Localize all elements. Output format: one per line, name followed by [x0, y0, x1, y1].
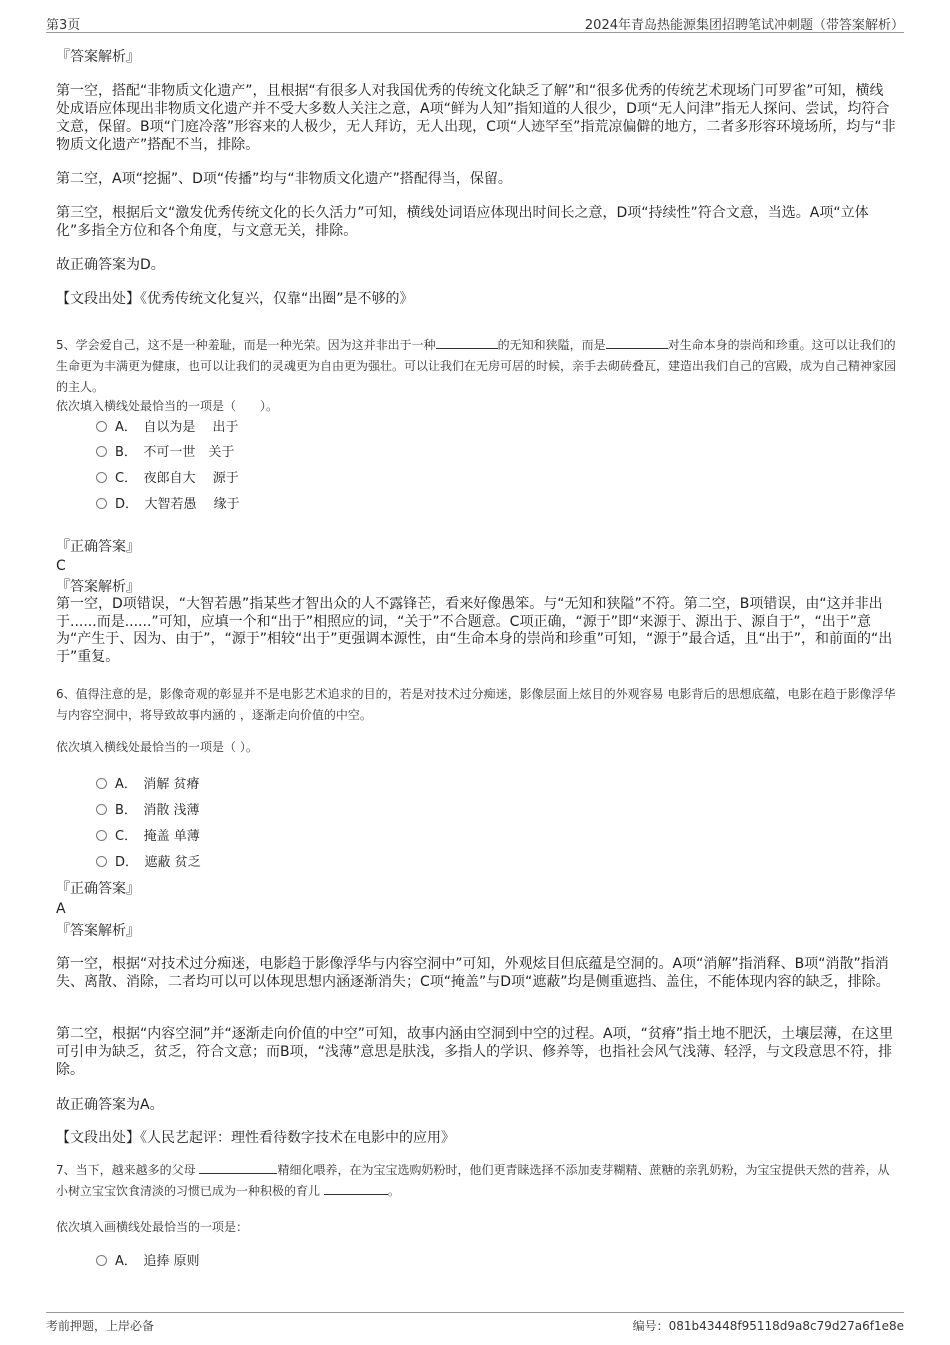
q7-prompt: 依次填入画横线处最恰当的一项是： — [56, 1220, 249, 1234]
radio-icon[interactable] — [96, 472, 107, 483]
q6-option-d[interactable]: D． 遮蔽 贫乏 — [96, 853, 201, 873]
q6-analysis-label: 『答案解析』 — [56, 923, 140, 939]
footer-slogan: 考前押题，上岸必备 — [46, 1319, 155, 1333]
radio-icon[interactable] — [96, 446, 107, 457]
radio-icon[interactable] — [96, 498, 107, 509]
q5-blank-2 — [606, 336, 668, 349]
q4-analysis-para3: 第三空，根据后文“激发优秀传统文化的长久活力”可知，横线处词语应体现出时间长之意，D项“持续性”符合文意，当选。A项“立体化”多指全方位和各个角度，与文意无关，排除。 — [56, 205, 869, 239]
q5-option-d[interactable]: D． 大智若愚 缘于 — [96, 495, 240, 515]
q5-answer: C — [56, 558, 66, 574]
q4-analysis-para2: 第二空，A项“挖掘”、D项“传播”均与“非物质文化遗产”搭配得当，保留。 — [56, 171, 512, 187]
q6-option-b[interactable]: B． 消散 浅薄 — [96, 801, 200, 821]
q6-stem: 6、值得注意的是，影像奇观的彰显并不是电影艺术追求的目的，若是对技术过分痴迷，影像层面上炫目的外观容易 电影背后的思想底蕴，电影在趋于影像浮华与内容空洞中，将导致故事内涵的 ，逐渐走向价值的中空。 — [56, 687, 896, 722]
document-id: 编号：081b43448f95118d9a8c79d27a6f1e8e — [632, 1319, 904, 1333]
q5-analysis: 第一空，D项错误，“大智若愚”指某些才智出众的人不露锋芒，看来好像愚笨。与“无知和狭隘”不符。第二空，B项错误，由“这并非出于......而是......”可知，应填一个和“出于”相照应的词，“关于”不合题意。C项正确，“源于”即“来源于、源出于、源自于”，“出于”意为“产生于、因为、由于”，“源于”相较“出于”更强调本源性，由“生命本身的崇尚和珍重”可知，“源于”最合适，且“出于”，和前面的“出于”重复。 — [56, 596, 893, 665]
q5-option-a[interactable]: A． 自以为是 出于 — [96, 418, 239, 438]
q7-blank-1 — [199, 1161, 277, 1174]
page-footer — [46, 1312, 904, 1337]
radio-icon[interactable] — [96, 856, 107, 867]
q6-conclusion: 故正确答案为A。 — [56, 1097, 164, 1113]
page-header — [46, 12, 904, 33]
q5-option-c[interactable]: C． 夜郎自大 源于 — [96, 469, 239, 489]
page-number: 第3页 — [46, 18, 81, 33]
q4-analysis-label: 『答案解析』 — [56, 49, 140, 65]
q5-blank-1 — [436, 336, 498, 349]
document-title: 2024年青岛热能源集团招聘笔试冲刺题（带答案解析） — [584, 18, 904, 33]
radio-icon[interactable] — [96, 778, 107, 789]
q6-option-a[interactable]: A． 消解 贫瘠 — [96, 775, 200, 795]
radio-icon[interactable] — [96, 830, 107, 841]
q6-prompt: 依次填入横线处最恰当的一项是（ ）。 — [56, 740, 258, 754]
q6-analysis-para2: 第二空，根据“内容空洞”并“逐渐走向价值的中空”可知，故事内涵由空洞到中空的过程。A项，“贫瘠”指土地不肥沃，土壤层薄，在这里可引申为缺乏，贫乏，符合文意；而B项，“浅薄”意思是肤浅，多指人的学识、修养等，也指社会风气浅薄、轻浮，与文段意思不符，排除。 — [56, 1026, 894, 1078]
q5-analysis-label: 『答案解析』 — [56, 579, 140, 595]
radio-icon[interactable] — [96, 421, 107, 432]
q4-analysis-para1: 第一空，搭配“非物质文化遗产”，且根据“有很多人对我国优秀的传统文化缺乏了解”和“很多优秀的传统艺术现场门可罗雀”可知，横线处成语应体现出非物质文化遗产并不受大多数人关注之意，A项“鲜为人知”指知道的人很少，D项“无人问津”指无人探问、尝试，均符合文意，保留。B项“门庭冷落”形容来的人极少，无人拜访，无人出现，C项“人迹罕至”指荒凉偏僻的地方，二者多形容环境场所，均与“非物质文化遗产”搭配不当，排除。 — [56, 83, 896, 153]
q7-blank-2 — [324, 1182, 388, 1195]
q5-stem: 5、学会爱自己，这不是一种羞耻，而是一种光荣。因为这并非出于一种 的无知和狭隘，而是 对生命本身的崇尚和珍重。这可以让我们的生命更为丰满更为健康，也可以让我们的灵魂更为自由更为强壮。可以让我们在无房可居的时候，亲手去砌砖叠瓦，建造出我们自己的宫殿，成为自己精神家园的主人。 — [56, 338, 897, 394]
q5-option-b[interactable]: B． 不可一世 关于 — [96, 443, 234, 463]
q4-conclusion: 故正确答案为D。 — [56, 257, 165, 273]
q7-stem: 7、当下，越来越多的父母 精细化喂养，在为宝宝选购奶粉时，他们更青睐选择不添加麦芽糊精、蔗糖的亲乳奶粉，为宝宝提供天然的营养，从小树立宝宝饮食清淡的习惯已成为一种积极的育儿 。 — [56, 1163, 890, 1198]
q6-source: 【文段出处】《人民艺起评：理性看待数字技术在电影中的应用》 — [56, 1130, 455, 1146]
q4-source: 【文段出处】《优秀传统文化复兴，仅靠“出圈”是不够的》 — [56, 291, 414, 307]
q6-answer: A — [56, 901, 66, 917]
q5-answer-label: 『正确答案』 — [56, 539, 140, 555]
radio-icon[interactable] — [96, 1255, 107, 1266]
q5-prompt: 依次填入横线处最恰当的一项是（ ）。 — [56, 399, 279, 413]
q6-option-c[interactable]: C． 掩盖 单薄 — [96, 827, 200, 847]
q6-answer-label: 『正确答案』 — [56, 881, 140, 897]
q6-analysis-para1: 第一空，根据“对技术过分痴迷，电影趋于影像浮华与内容空洞中”可知，外观炫目但底蕴是空洞的。A项“消解”指消释、B项“消散”指消失、离散、消除，二者均可以可以体现思想内涵逐渐消失；C项“掩盖”与D项“遮蔽”均是侧重遮挡、盖住，不能体现内容的缺乏，排除。 — [56, 956, 890, 990]
radio-icon[interactable] — [96, 804, 107, 815]
q7-option-a[interactable]: A． 追捧 原则 — [96, 1252, 200, 1272]
